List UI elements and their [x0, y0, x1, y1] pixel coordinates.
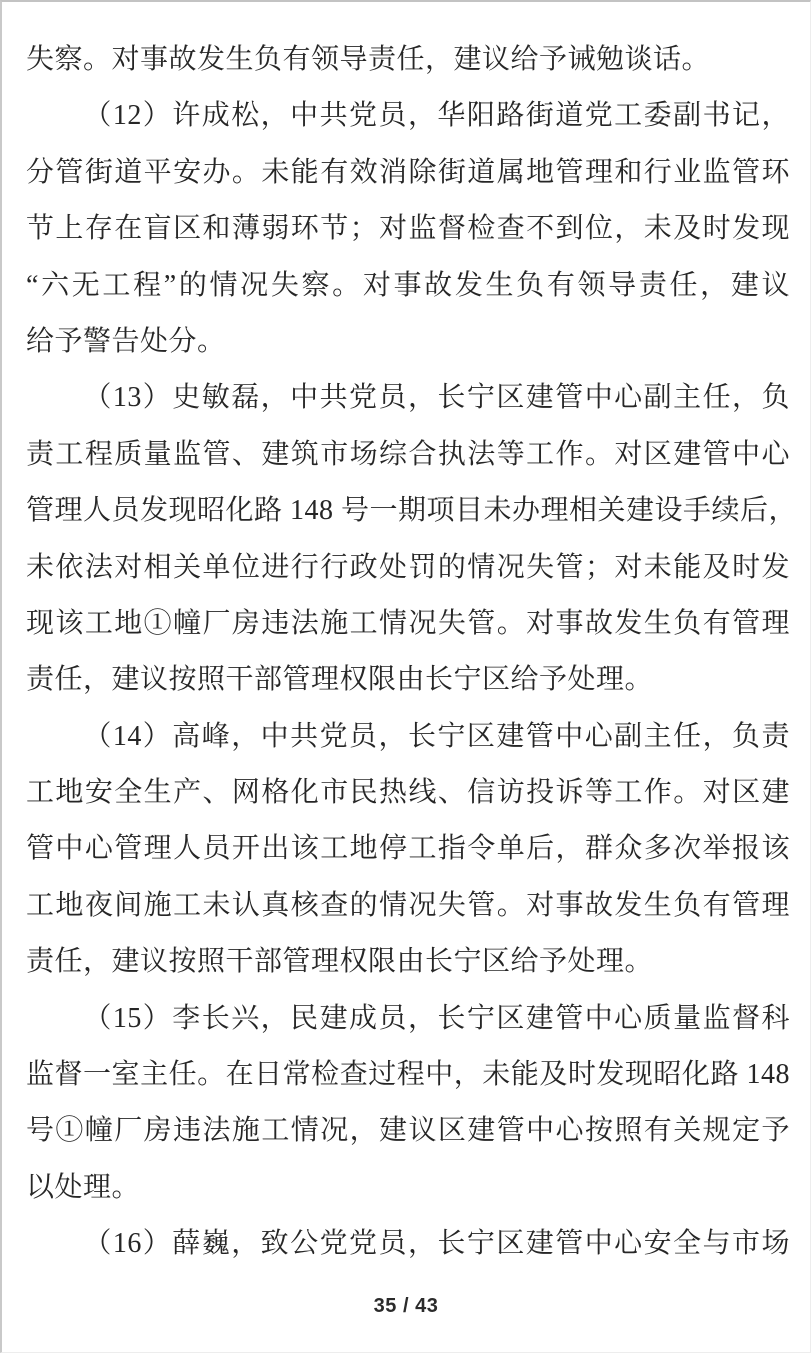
text-line: 工地安全生产、网格化市民热线、信访投诉等工作。对区建	[26, 777, 790, 809]
page-number: 35 / 43	[373, 1295, 439, 1317]
text-line: 以处理。	[26, 1171, 141, 1203]
text-line: 节上存在盲区和薄弱环节；对监督检查不到位，未及时发现	[26, 213, 790, 245]
text-line: 分管街道平安办。未能有效消除街道属地管理和行业监管环	[26, 156, 790, 188]
text-line: （12）许成松，中共党员，华阳路街道党工委副书记，	[83, 100, 790, 132]
text-line: 监督一室主任。在日常检查过程中，未能及时发现昭化路 148	[26, 1059, 790, 1091]
text-line: （15）李长兴，民建成员，长宁区建管中心质量监督科	[83, 1002, 790, 1034]
text-line: （13）史敏磊，中共党员，长宁区建管中心副主任，负	[83, 382, 790, 414]
text-line: （16）薛巍，致公党党员，长宁区建管中心安全与市场	[83, 1228, 790, 1260]
text-line: “六无工程”的情况失察。对事故发生负有领导责任，建议	[26, 269, 790, 301]
text-line: 管理人员发现昭化路 148 号一期项目未办理相关建设手续后，	[26, 495, 798, 527]
text-line: 失察。对事故发生负有领导责任，建议给予诫勉谈话。	[26, 44, 711, 75]
text-line: 工地夜间施工未认真核查的情况失管。对事故发生负有管理	[26, 889, 790, 921]
document-body	[26, 32, 798, 1273]
text-line: 现该工地①幢厂房违法施工情况失管。对事故发生负有管理	[26, 607, 790, 639]
text-line: 责任，建议按照干部管理权限由长宁区给予处理。	[26, 946, 654, 978]
text-line: 责任，建议按照干部管理权限由长宁区给予处理。	[26, 664, 654, 696]
text-line: 给予警告处分。	[26, 325, 226, 357]
text-line: 号①幢厂房违法施工情况，建议区建管中心按照有关规定予	[26, 1115, 790, 1147]
text-line: （14）高峰，中共党员，长宁区建管中心副主任，负责	[83, 720, 790, 752]
text-line: 未依法对相关单位进行行政处罚的情况失管；对未能及时发	[26, 551, 790, 583]
text-line: 责工程质量监管、建筑市场综合执法等工作。对区建管中心	[26, 438, 790, 470]
text-line: 管中心管理人员开出该工地停工指令单后，群众多次举报该	[26, 833, 790, 865]
